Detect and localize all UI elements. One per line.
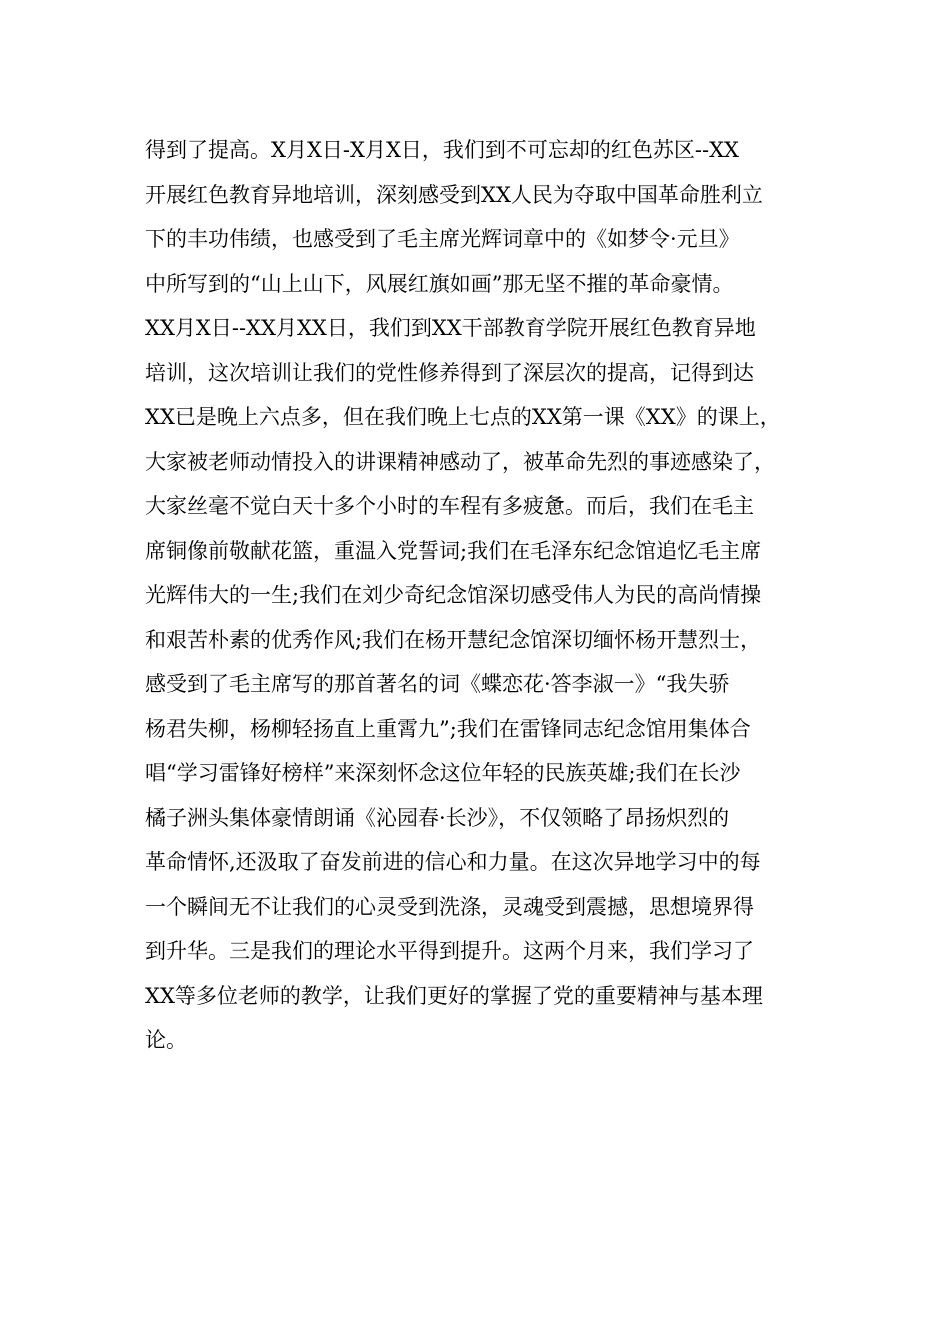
text-line: XX已是晚上六点多，但在我们晚上七点的XX第一课《XX》的课上， (145, 405, 781, 429)
text-line: 光辉伟大的一生;我们在刘少奇纪念馆深切感受伟人为民的高尚情操 (145, 583, 762, 607)
text-line: 培训，这次培训让我们的党性修养得到了深层次的提高，记得到达 (145, 360, 754, 385)
text-line: 下的丰功伟绩，也感受到了毛主席光辉词章中的《如梦令·元旦》 (145, 227, 740, 251)
text-line: 中所写到的“山上山下，风展红旗如画”那无坚不摧的革命豪情。 (145, 271, 734, 296)
text-line: 到升华。三是我们的理论水平得到提升。这两个月来，我们学习了 (145, 939, 754, 963)
text-line: 革命情怀,还汲取了奋发前进的信心和力量。在这次异地学习中的每 (145, 850, 761, 874)
body-text (145, 128, 810, 1063)
text-line: 一个瞬间无不让我们的心灵受到洗涤，灵魂受到震撼，思想境界得 (145, 894, 754, 919)
text-line: 杨君失柳，杨柳轻扬直上重霄九”;我们在雷锋同志纪念馆用集体合 (145, 716, 751, 741)
text-line: 唱“学习雷锋好榜样”来深刻怀念这位年轻的民族英雄;我们在长沙 (145, 761, 741, 785)
text-line: 橘子洲头集体豪情朗诵《沁园春·长沙》，不仅领略了昂扬炽烈的 (145, 805, 730, 830)
text-line: 感受到了毛主席写的那首著名的词《蝶恋花·答李淑一》“我失骄 (145, 672, 730, 696)
text-line: 开展红色教育异地培训，深刻感受到XX人民为夺取中国革命胜利立 (145, 182, 763, 207)
text-line: 得到了提高。X月X日-X月X日，我们到不可忘却的红色苏区--XX (145, 138, 739, 162)
text-line: 大家被老师动情投入的讲课精神感动了，被革命先烈的事迹感染了， (145, 449, 775, 474)
text-line: 席铜像前敬献花篮，重温入党誓词;我们在毛泽东纪念馆追忆毛主席 (145, 538, 762, 563)
text-line: 论。 (145, 1028, 187, 1052)
text-line: 和艰苦朴素的优秀作风;我们在杨开慧纪念馆深切缅怀杨开慧烈士， (145, 627, 762, 652)
text-line: XX等多位老师的教学，让我们更好的掌握了党的重要精神与基本理 (145, 983, 763, 1008)
text-line: XX月X日--XX月XX日，我们到XX干部教育学院开展红色教育异地 (145, 316, 756, 340)
text-line: 大家丝毫不觉白天十多个小时的车程有多疲惫。而后，我们在毛主 (145, 494, 754, 518)
